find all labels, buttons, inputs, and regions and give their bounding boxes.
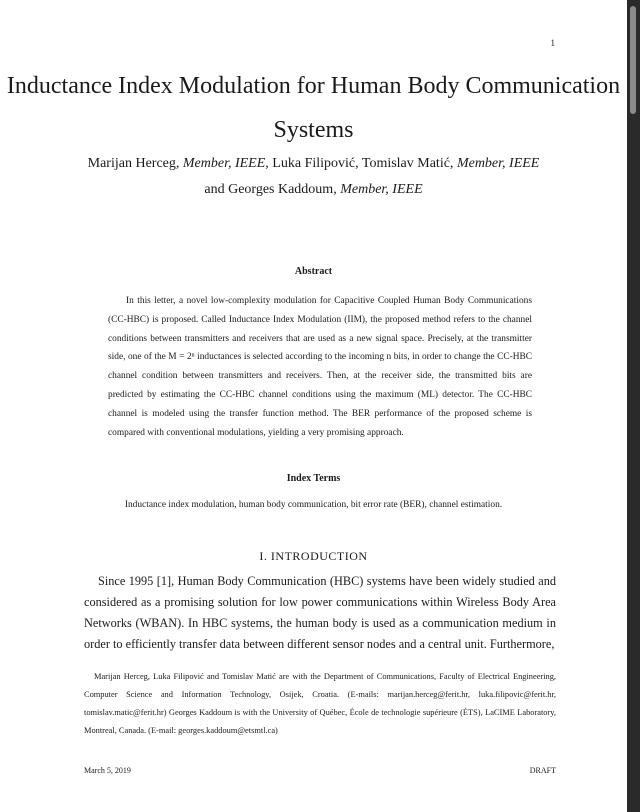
author-kaddoum-role: Member, IEEE xyxy=(340,182,423,197)
vertical-scrollbar[interactable] xyxy=(627,0,640,812)
footer-draft-label: DRAFT xyxy=(529,766,556,775)
author-filipovic-matic: , Luka Filipović, Tomislav Matić, xyxy=(265,156,454,171)
introduction-paragraph: Since 1995 [1], Human Body Communication (HBC) systems have been widely studied and considered as a promising solution for low power communications within Wireless Body Area Networks (WBAN). In HBC systems, the human body is used as a communication medium in order to efficiently transfer data between different sensor nodes and a central unit. Furthermore, xyxy=(84,574,556,651)
abstract-text: In this letter, a novel low-complexity modulation for Capacitive Coupled Human Body Communications (CC-HBC) is proposed. Called Inductance Index Modulation (IIM), the proposed method refers to the channel conditions between transmitters and receivers that are used as a new signal space. Precisely, at the transmitter side, one of the M = 2ⁿ inductances is selected according to the incoming n bits, in order to change the CC-HBC channel condition between transmitters and receivers. Then, at the receiver side, the transmitted bits are predicted by estimating the CC-HBC channel conditions using the maximum (ML) detector. The CC-HBC channel is modeled using the transfer function method. The BER performance of the proposed scheme is compared with conventional modulations, yielding a very promising approach. xyxy=(108,296,532,438)
author-list xyxy=(0,151,627,203)
page-number: 1 xyxy=(550,38,555,48)
author-matic-role: Member, IEEE xyxy=(456,156,540,171)
author-kaddoum: and Georges Kaddoum, xyxy=(204,182,337,197)
abstract-heading: Abstract xyxy=(294,266,333,277)
author-line-1 xyxy=(0,151,627,177)
section-heading-introduction: I. INTRODUCTION xyxy=(259,549,368,563)
author-herceg-role: Member, IEEE xyxy=(182,156,266,171)
index-terms-heading: Index Terms xyxy=(286,473,341,484)
footer-date: March 5, 2019 xyxy=(84,766,131,775)
index-terms-text: Inductance index modulation, human body communication, bit error rate (BER), channel estimation. xyxy=(124,500,503,510)
author-herceg: Marijan Herceg, xyxy=(87,156,180,171)
author-line-2 xyxy=(0,177,627,203)
paper-title: Inductance Index Modulation for Human Body Communication Systems xyxy=(6,73,621,143)
author-affiliation-footnote: Marijan Herceg, Luka Filipović and Tomislav Matić are with the Department of Communications, Faculty of Electrical Engineering, Computer Science and Information Technology, Osijek, Croatia. (E-mails: marijan.herceg@ferit.hr, luka.filipovic@ferit.hr, tomislav.matic@ferit.hr) Georges Kaddoum is with the University of Québec, École de technologie supérieure (ÉTS), LaCIME Laboratory, Montreal, Canada. (E-mail: georges.kaddoum@etsmtl.ca) xyxy=(84,672,556,735)
scrollbar-thumb[interactable] xyxy=(630,6,636,114)
